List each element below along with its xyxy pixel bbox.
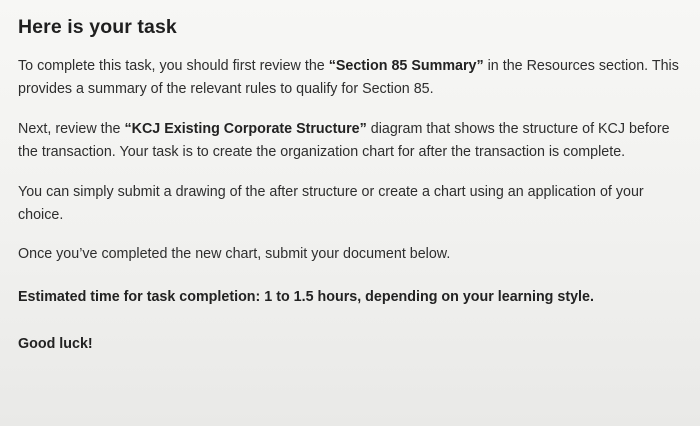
para1-text-end: in the Resources section. This provides a summary of the relevant rules to qualify for Section 85. <box>18 58 679 97</box>
instruction-review-structure <box>18 118 686 164</box>
para2-text-end: diagram that shows the structure of KCJ before the transaction. Your task is to create the organization chart for after the transaction is complete. <box>18 121 670 160</box>
instruction-review-section85 <box>18 55 686 101</box>
instruction-submission-options: You can simply submit a drawing of the after structure or create a chart using an application of your choice. <box>18 184 644 223</box>
para1-text-start: To complete this task, you should first review the <box>18 58 329 74</box>
kcj-structure-reference: “KCJ Existing Corporate Structure” <box>124 121 367 137</box>
para2-text-start: Next, review the <box>18 121 125 137</box>
instruction-submit-document: Once you’ve completed the new chart, submit your document below. <box>18 246 451 262</box>
closing-message: Good luck! <box>18 336 93 352</box>
task-title: Here is your task <box>18 16 177 38</box>
section85-summary-reference: “Section 85 Summary” <box>328 58 484 74</box>
estimated-time: Estimated time for task completion: 1 to 1.5 hours, depending on your learning style. <box>18 289 594 305</box>
